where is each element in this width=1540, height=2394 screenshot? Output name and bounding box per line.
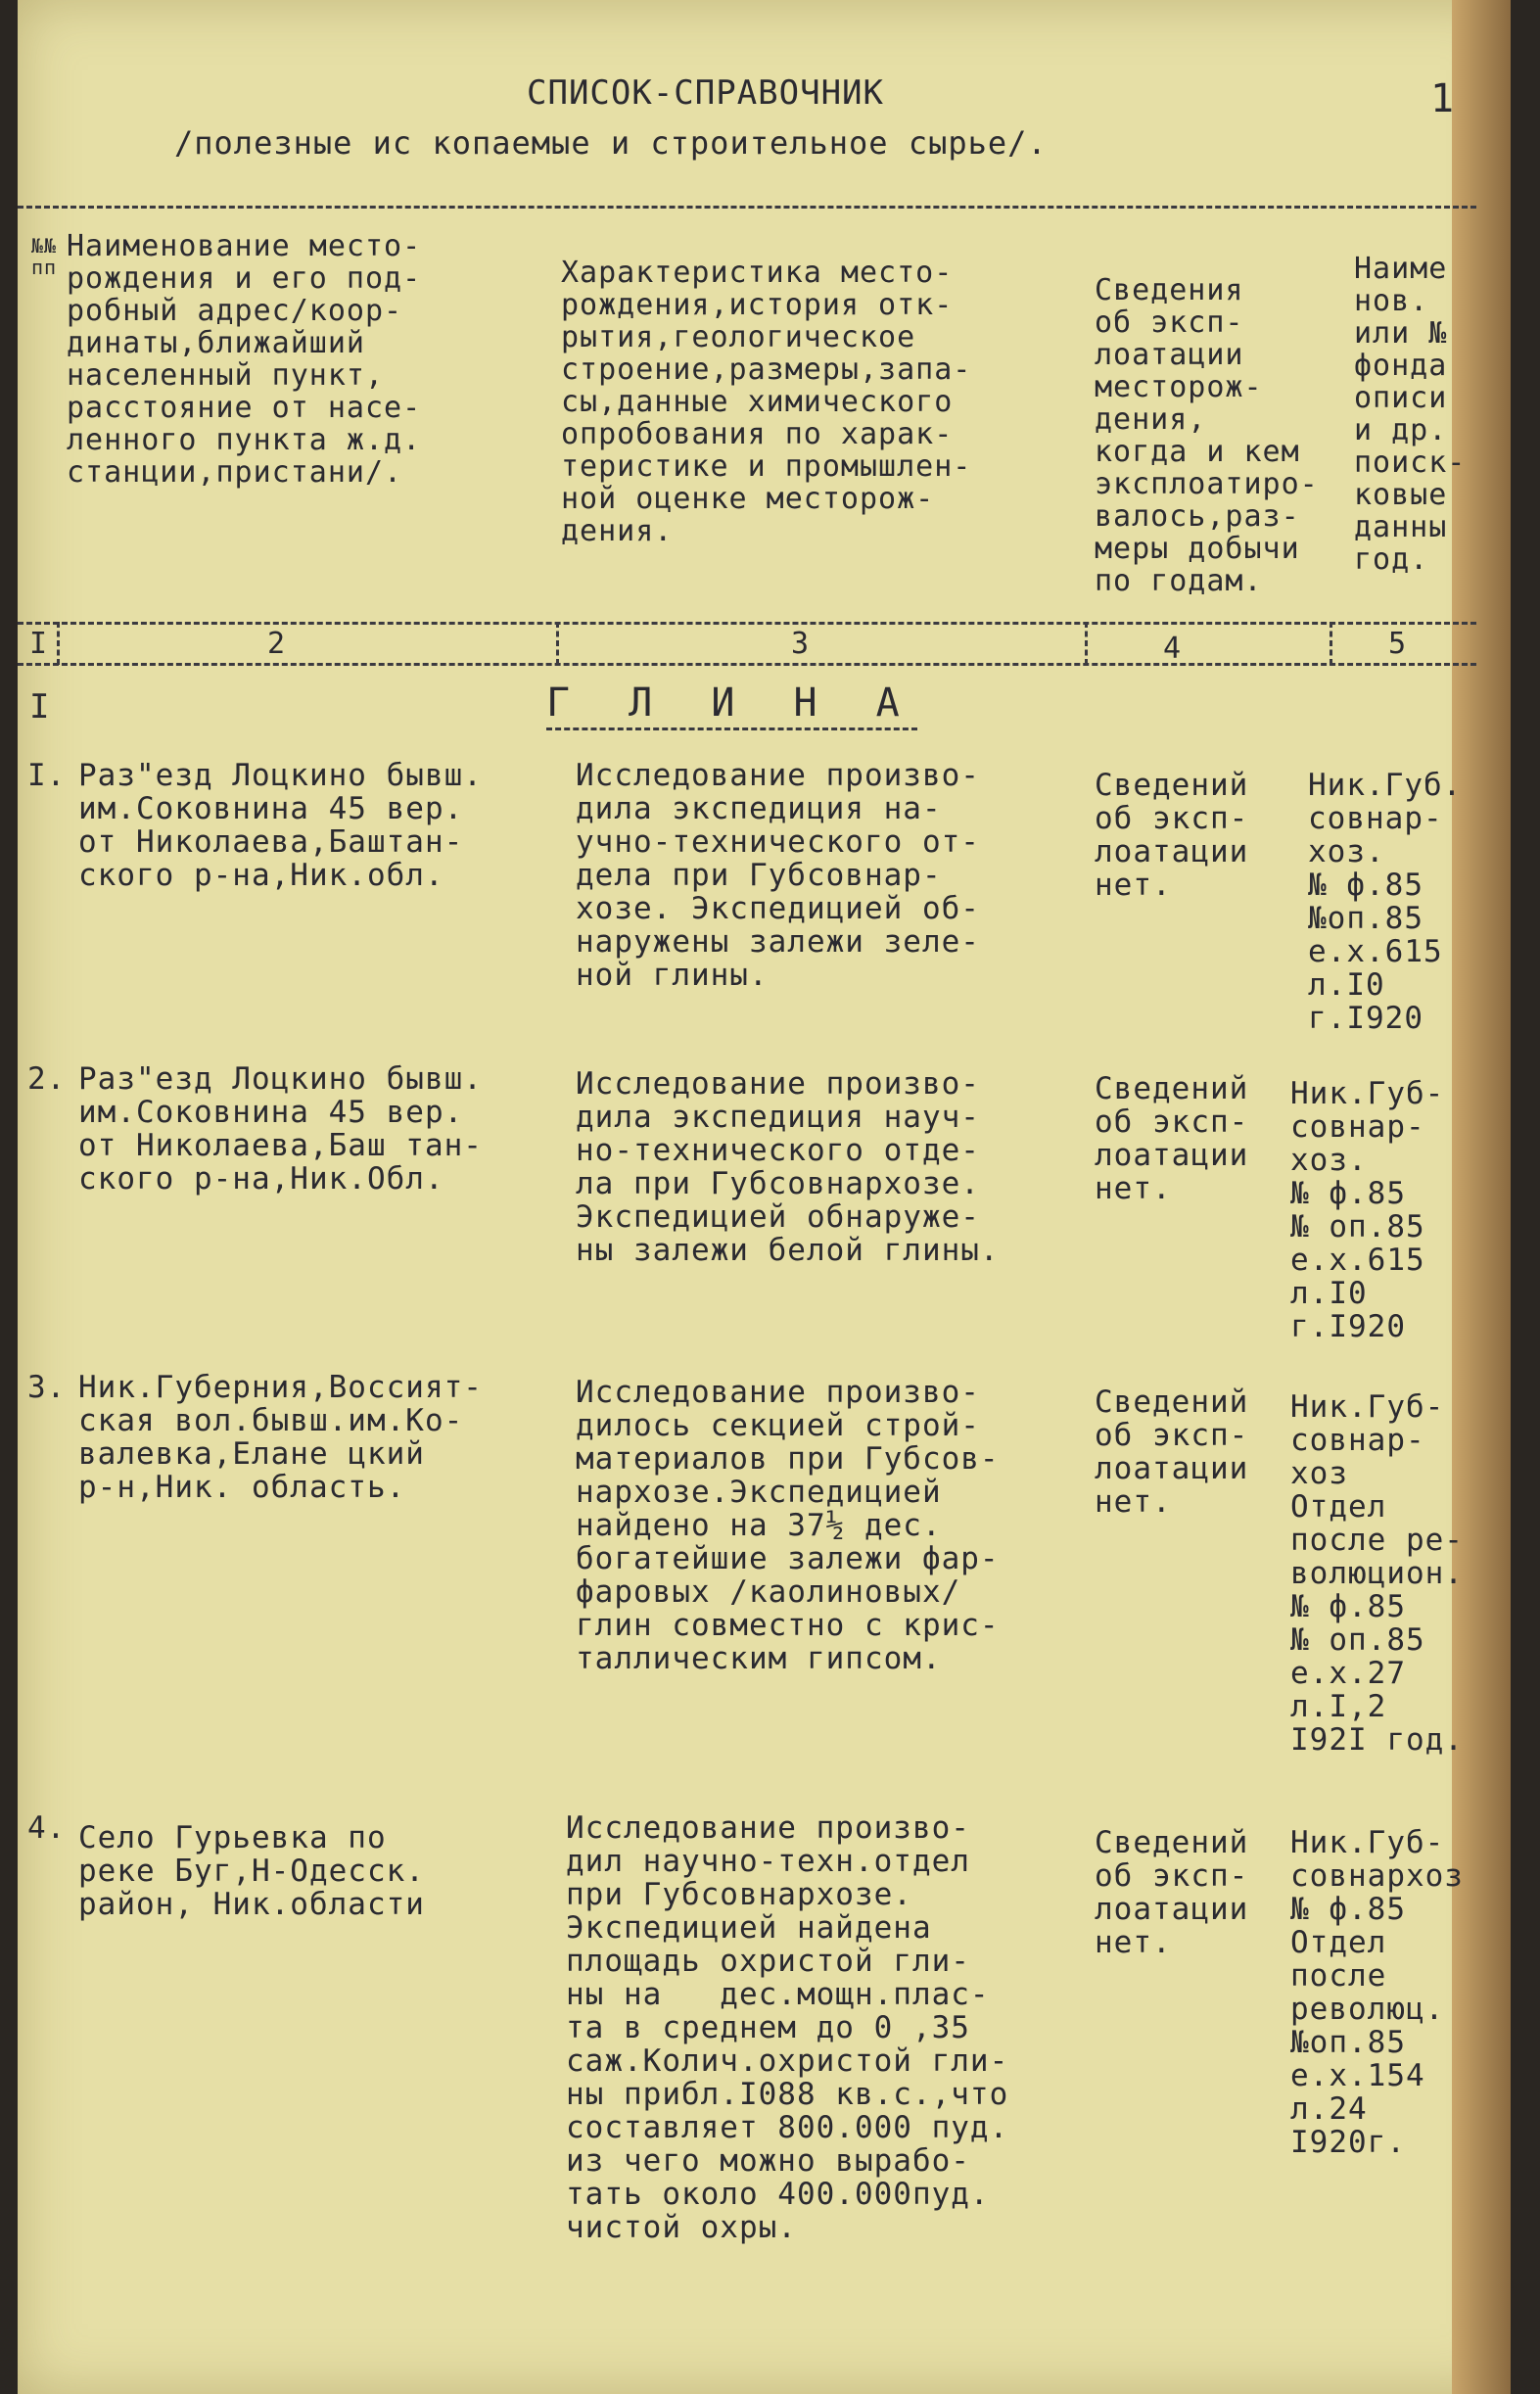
page-number: 1 <box>1430 76 1456 121</box>
row-1-source: Ник.Губ. совнар- хоз. № ф.85 №оп.85 е.х.615 л.I0 г.I920 <box>1308 768 1463 1036</box>
row-4-source: Ник.Губ- совнархоз № ф.85 Отдел после революц. №оп.85 е.х.154 л.24 I920г. <box>1290 1825 1464 2160</box>
row-3-description: Исследование произво- дилось секцией строй- материалов при Губсов- нархозе.Экспедицией найдено на 37½ дес. богатейшие залежи фар- фаровых /каолиновых/ глин совместно с крис- таллическим гипсом. <box>576 1375 1000 1676</box>
row-1-description: Исследование произво- дила экспедиция на- учно-технического от- дела при Губсовнар- хозе. Экспедицией об- наружены залежи зеле- ной глины. <box>576 758 980 993</box>
row-3-number: 3. <box>27 1370 67 1405</box>
column-number-4: 4 <box>1163 632 1182 666</box>
row-2-source: Ник.Губ- совнар- хоз. № ф.85 № оп.85 е.х.615 л.I0 г.I920 <box>1290 1076 1445 1344</box>
page-title: СПИСОК-СПРАВОЧНИК <box>527 73 884 113</box>
row-2-exploitation: Сведений об эксп- лоатации нет. <box>1095 1071 1249 1206</box>
column-number-rule <box>18 663 1476 666</box>
row-4-description: Исследование произво- дил научно-техн.отдел при Губсовнархозе. Экспедицией найдена площадь охристой гли- ны на дес.мощн.плас- та в среднем до 0 ,35 саж.Колич.охристой гли- ны прибл.I088 кв.с.,что составляет 800.000 пуд. из чего можно вырабо- тать около 400.000пуд. чистой охры. <box>566 1810 1009 2245</box>
row-4-location: Село Гурьевка по реке Буг,Н-Одесск. район, Ник.области <box>78 1820 425 1922</box>
row-2-description: Исследование произво- дила экспедиция науч- но-технического отде- ла при Губсовнархозе. Экспедицией обнаруже- ны залежи белой глины. <box>576 1066 1000 1268</box>
row-1-number: I. <box>27 758 67 793</box>
document-page <box>18 0 1511 2394</box>
col-divider-4 <box>1330 622 1332 665</box>
header-col-description: Характеристика место- рождения,история отк- рытия,геологическое строение,размеры,запа- сы,данные химического опробования по харак- теристике и промышлен- ной оценке месторож- дения. <box>561 256 972 548</box>
column-number-5: 5 <box>1388 627 1407 661</box>
row-3-location: Ник.Губерния,Воссият- ская вол.бывш.им.Ко- валевка,Елане цкий р-н,Ник. область. <box>78 1370 483 1505</box>
column-number-1: I <box>29 627 48 661</box>
row-2-location: Раз"езд Лоцкино бывш. им.Соковнина 45 вер. от Николаева,Баш тан- ского р-на,Ник.Обл. <box>78 1061 483 1197</box>
row-1-location: Раз"езд Лоцкино бывш. им.Соковнина 45 вер. от Николаева,Баштан- ского р-на,Ник.обл. <box>78 758 483 893</box>
row-3-source: Ник.Губ- совнар- хоз Отдел после ре- волюцион. № ф.85 № оп.85 е.х.27 л.I,2 I92I год. <box>1290 1389 1464 1758</box>
row-4-number: 4. <box>27 1810 67 1846</box>
col-divider-2 <box>556 622 559 665</box>
header-col-number: №№ пп <box>31 234 58 279</box>
header-col-exploitation: Сведения об эксп- лоатации месторож- дения, когда и кем эксплоатиро- валось,раз- меры добычи по годам. <box>1095 273 1319 598</box>
row-1-exploitation: Сведений об эксп- лоатации нет. <box>1095 768 1249 903</box>
header-col-source: Наиме нов. или № фонда описи и др. поиск- ковые данны год. <box>1354 252 1467 577</box>
col-divider-1 <box>57 622 60 665</box>
column-number-2: 2 <box>267 627 286 661</box>
header-col-location: Наименование место- рождения и его под- робный адрес/коор- динаты,ближайший населенный пункт, расстояние от насе- ленного пункта ж.д. станции,пристани/. <box>67 229 422 490</box>
page-subtitle: /полезные ис копаемые и строительное сырье/. <box>174 124 1048 162</box>
col-divider-3 <box>1085 622 1088 665</box>
row-3-exploitation: Сведений об эксп- лоатации нет. <box>1095 1385 1249 1520</box>
section-row-number: I <box>29 687 50 727</box>
header-bottom-rule <box>18 622 1476 625</box>
column-number-3: 3 <box>791 627 810 661</box>
header-top-rule <box>18 206 1476 209</box>
row-2-number: 2. <box>27 1061 67 1097</box>
row-4-exploitation: Сведений об эксп- лоатации нет. <box>1095 1825 1249 1960</box>
section-title: Г Л И Н А <box>546 681 917 730</box>
